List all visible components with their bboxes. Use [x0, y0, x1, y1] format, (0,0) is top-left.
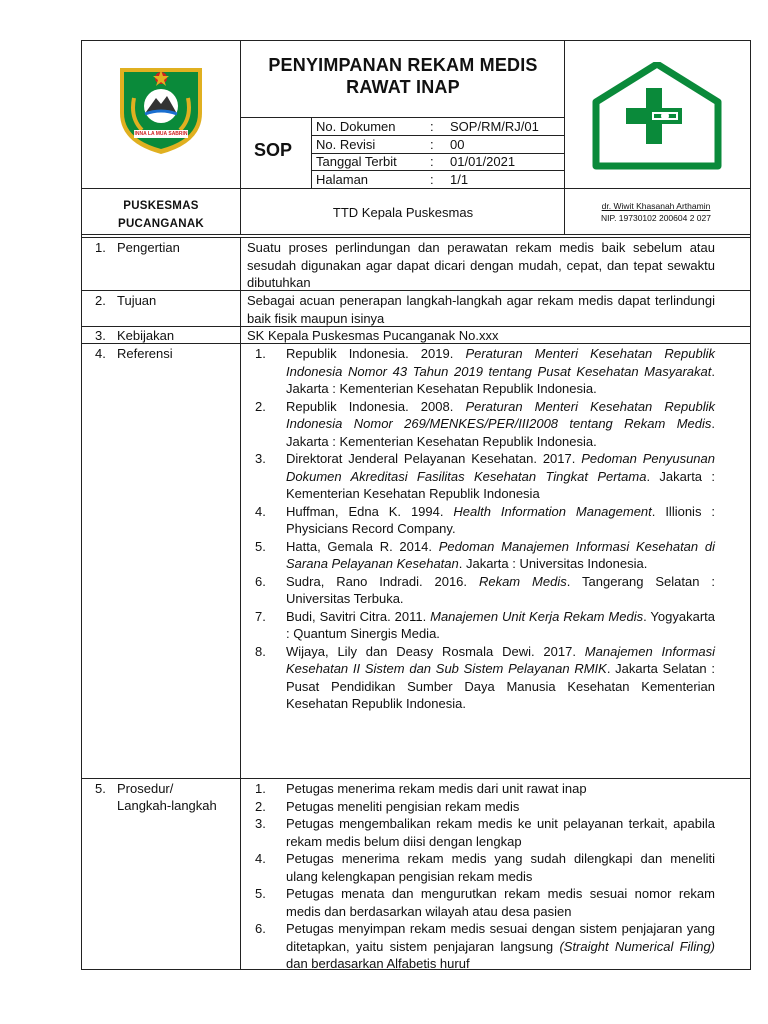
list-text-italic: Rekam Medis [478, 573, 567, 589]
list-text: Petugas menyimpan rekam medis sesuai dengan sistem penjajaran yang ditetapkan, yaitu sistem penjajaran langsung [286, 921, 715, 954]
list-text: Petugas menerima rekam medis dari unit rawat inap [286, 781, 587, 796]
procedure-step [247, 920, 715, 973]
meta-label-dokumen: No. Dokumen [316, 119, 396, 134]
reference-item [247, 503, 715, 538]
list-number: 1. [255, 346, 266, 361]
list-number: 5. [255, 886, 266, 901]
title-line-2: RAWAT INAP [346, 77, 460, 97]
list-text: Sudra, Rano Indradi. 2016. [286, 573, 479, 589]
list-number: 8. [255, 643, 266, 659]
list-text-italic: Pedoman Manajemen Informasi Kesehatan di Sarana Pelayanan Kesehatan [286, 538, 716, 571]
list-text: . Jakarta Selatan : Pusat Pendidikan Sumber Daya Manusia Kesehatan Kementerian Kesehatan Republik Indonesia. [286, 661, 716, 711]
list-number: 3. [255, 816, 266, 831]
meta-value-tanggal: 01/01/2021 [450, 154, 516, 169]
signer-name: dr. Wiwit Khasanah Arthamin [601, 201, 711, 211]
list-text: Republik Indonesia. 2008. [286, 398, 466, 414]
procedure-step [247, 885, 715, 920]
list-text: Petugas mengembalikan rekam medis ke unit pelayanan terkait, apabila rekam medis belum diisi dengan lengkap [286, 816, 715, 849]
body-col-divider [240, 237, 241, 970]
list-number: 6. [255, 573, 266, 589]
kebijakan-text: SK Kepala Puskesmas Pucanganak No.xxx [247, 328, 499, 343]
procedure-step [247, 780, 715, 798]
reference-item [247, 398, 715, 451]
referensi-list [247, 345, 715, 713]
table-border-top [81, 40, 751, 41]
list-text-italic: (Straight Numerical Filing) [559, 938, 716, 954]
list-text-italic: Pedoman Penyusunan Dokumen Akreditasi Fasilitas Kesehatan Tingkat Pertama [286, 451, 715, 484]
list-text: Budi, Savitri Citra. 2011. [286, 608, 431, 624]
meta-sep: : [430, 154, 434, 169]
list-number: 4. [255, 503, 266, 519]
logo-motto: INNA LA MUA SABRIN [134, 131, 188, 137]
list-text: Republik Indonesia. 2019. [286, 346, 466, 361]
list-text: . Yogyakarta : Quantum Sinergis Media. [286, 608, 716, 641]
list-number: 5. [255, 538, 266, 554]
header-row-divider [81, 188, 751, 189]
table-border-left [81, 40, 82, 970]
row-num: 4. [95, 346, 106, 361]
puskesmas-logo [590, 62, 724, 170]
row-num: 3. [95, 328, 106, 343]
list-text: Petugas menata dan mengurutkan rekam medis sesuai nomor rekam medis dan berdasarkan wilayah atau desa pasien [286, 886, 715, 919]
list-text: Petugas meneliti pengisian rekam medis [286, 798, 520, 814]
list-text: . Illionis : Physicians Record Company. [286, 503, 715, 536]
org-line-2: PUCANGANAK [117, 218, 205, 230]
row-num: 1. [95, 240, 106, 255]
list-text-italic: Health Information Management [453, 503, 652, 519]
row-label-prosedur: Prosedur/ [117, 781, 174, 796]
pengertian-text: Suatu proses perlindungan dan perawatan rekam medis baik sebelum atau sesudah digunakan agar dapat dicari dengan mudah, cepat, dan tepat sewaktu dibutuhkan [247, 240, 715, 290]
list-text: dan berdasarkan Alfabetis huruf [286, 956, 470, 971]
list-text: . Jakarta : Kementerian Kesehatan Republik Indonesia [286, 468, 715, 501]
list-text: . Jakarta : Kementerian Kesehatan Republik Indonesia. [286, 363, 715, 396]
list-text: Petugas menerima rekam medis yang sudah dilengkapi dan meneliti ulang kelengkapan pengisian rekam medis [286, 851, 715, 884]
list-text: Hatta, Gemala R. 2014. [286, 538, 439, 554]
prosedur-list [247, 780, 715, 973]
organization-name [82, 197, 240, 233]
row-label-prosedur-2: Langkah-langkah [117, 798, 217, 813]
reference-item [247, 538, 715, 573]
header-col-divider-1 [240, 40, 241, 235]
regional-emblem-logo [112, 58, 210, 156]
procedure-step [247, 798, 715, 816]
list-number: 2. [255, 798, 266, 814]
row-num: 5. [95, 781, 106, 796]
reference-item [247, 608, 715, 643]
header-col-divider-2 [564, 40, 565, 235]
list-number: 1. [255, 781, 266, 796]
row-num: 2. [95, 293, 106, 308]
procedure-step [247, 815, 715, 850]
list-number: 6. [255, 921, 266, 936]
list-text-italic: Manajemen Informasi Kesehatan II Sistem dan Sub Sistem Pelayanan RMIK [286, 643, 716, 676]
meta-label-tanggal: Tanggal Terbit [316, 154, 397, 169]
list-number: 3. [255, 451, 266, 466]
document-title [242, 54, 564, 98]
org-line-1: PUSKESMAS [123, 200, 199, 212]
reference-item [247, 450, 715, 503]
reference-item [247, 573, 715, 608]
meta-value-dokumen: SOP/RM/RJ/01 [450, 119, 539, 134]
signature-caption: TTD Kepala Puskesmas [332, 205, 474, 220]
list-text: . Tangerang Selatan : Universitas Terbuka. [286, 573, 716, 606]
meta-value-revisi: 00 [450, 137, 465, 152]
list-text-italic: Peraturan Menteri Kesehatan Republik Indonesia Nomor 269/MENKES/PER/III2008 tentang Rekam Medis [286, 398, 715, 431]
meta-value-halaman: 1/1 [450, 172, 469, 187]
row-label-tujuan: Tujuan [117, 293, 157, 308]
procedure-step [247, 850, 715, 885]
header-bottom-double [81, 237, 751, 238]
title-line-1: PENYIMPANAN REKAM MEDIS [268, 55, 538, 75]
meta-label-halaman: Halaman [316, 172, 369, 187]
meta-sep: : [430, 137, 434, 152]
tujuan-text: Sebagai acuan penerapan langkah-langkah agar rekam medis dapat terlindungi baik fisik maupun isinya [247, 293, 715, 326]
row-label-kebijakan: Kebijakan [117, 328, 175, 343]
list-text: Wijaya, Lily dan Deasy Rosmala Dewi. 2017. [286, 643, 585, 659]
list-text-italic: Peraturan Menteri Kesehatan Republik Indonesia Nomor 43 Tahun 2019 tentang Pusat Kesehatan Masyarakat [286, 346, 715, 379]
meta-sep: : [430, 119, 434, 134]
meta-sep: : [430, 172, 434, 187]
list-text-italic: Manajemen Unit Kerja Rekam Medis [430, 608, 644, 624]
signer-nip: NIP. 19730102 200604 2 027 [601, 213, 711, 223]
sop-label: SOP [254, 140, 293, 160]
header-bottom-double [81, 234, 751, 235]
list-number: 2. [255, 398, 266, 414]
reference-item [247, 643, 715, 713]
table-border-right [750, 40, 751, 970]
row-label-referensi: Referensi [117, 346, 173, 361]
list-number: 7. [255, 608, 266, 624]
list-text: Huffman, Edna K. 1994. [286, 503, 454, 519]
list-text: . Jakarta : Universitas Indonesia. [458, 556, 648, 571]
meta-label-revisi: No. Revisi [316, 137, 376, 152]
row-divider [81, 778, 751, 779]
reference-item [247, 345, 715, 398]
list-text: . Jakarta : Kementerian Kesehatan Republik Indonesia. [286, 416, 715, 449]
list-number: 4. [255, 851, 266, 866]
list-text: Direktorat Jenderal Pelayanan Kesehatan. 2017. [286, 451, 582, 466]
row-label-pengertian: Pengertian [117, 240, 180, 255]
